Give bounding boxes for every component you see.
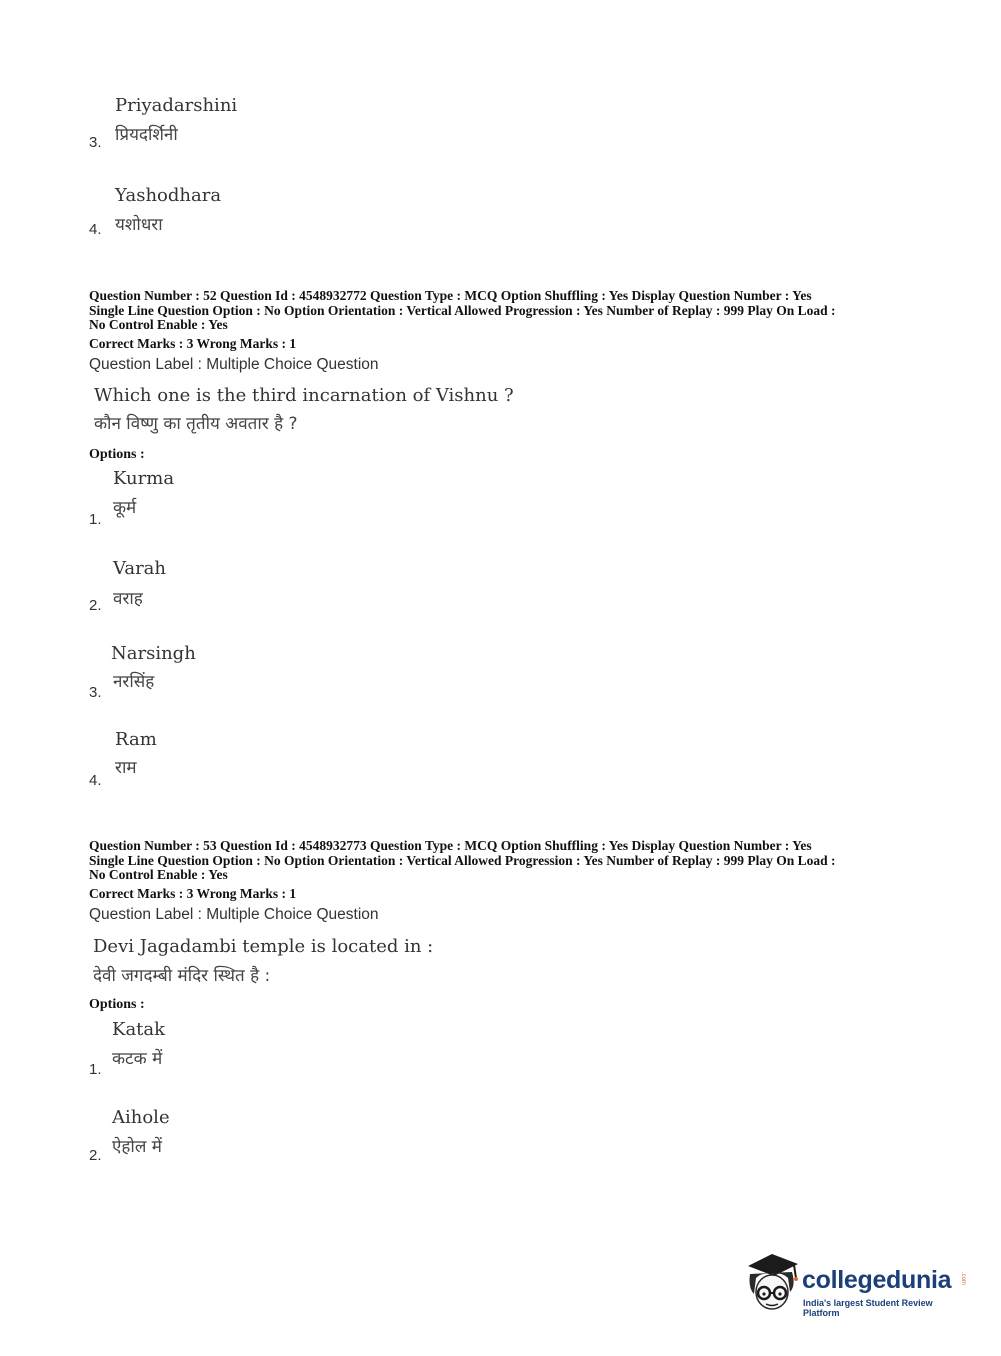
q52-meta <box>89 289 836 333</box>
mascot-icon <box>742 1248 802 1318</box>
q52-marks: Correct Marks : 3 Wrong Marks : 1 <box>89 336 297 351</box>
q53-question-text-english: Devi Jagadambi temple is located in : <box>93 936 434 957</box>
q52-meta-line-3: No Control Enable : Yes <box>89 317 228 332</box>
prev-option-3-hindi: प्रियदर्शिनी <box>115 125 178 145</box>
collegedunia-logo <box>742 1248 967 1318</box>
prev-option-4-hindi: यशोधरा <box>115 215 163 235</box>
q52-option-2-hindi: वराह <box>113 589 143 609</box>
q53-option-1-english: Katak <box>112 1019 166 1040</box>
logo-tagline: India's largest Student Review Platform <box>803 1298 933 1318</box>
q52-question-text-hindi: कौन विष्णु का तृतीय अवतार है ? <box>94 414 298 434</box>
q52-option-1-hindi: कूर्म <box>113 498 137 518</box>
q53-meta-line-1: Question Number : 53 Question Id : 4548932773 Question Type : MCQ Option Shuffling : Yes Display Question Number : Yes <box>89 838 812 853</box>
q53-question-text-hindi: देवी जगदम्बी मंदिर स्थित है : <box>93 966 271 986</box>
q52-options-label: Options : <box>89 447 145 462</box>
q52-question-text-english: Which one is the third incarnation of Vishnu ? <box>94 385 514 406</box>
q53-option-1-hindi: कटक में <box>112 1049 163 1069</box>
q52-option-1-english: Kurma <box>113 468 175 489</box>
prev-option-4-number: 4. <box>89 221 102 238</box>
q52-option-4-number: 4. <box>89 772 102 789</box>
q52-option-1-number: 1. <box>89 511 102 528</box>
q53-meta <box>89 839 836 883</box>
logo-dotcom: .com <box>960 1272 966 1286</box>
q53-meta-line-2: Single Line Question Option : No Option Orientation : Vertical Allowed Progression : Yes Number of Replay : 999 Play On Load : <box>89 852 836 868</box>
q52-option-2-english: Varah <box>113 558 167 579</box>
q52-option-2-number: 2. <box>89 597 102 614</box>
q52-option-3-hindi: नरसिंह <box>113 672 155 692</box>
prev-option-4-english: Yashodhara <box>115 185 222 206</box>
q52-option-4-hindi: राम <box>115 758 137 778</box>
q52-question-label: Question Label : Multiple Choice Question <box>89 356 379 373</box>
q53-marks: Correct Marks : 3 Wrong Marks : 1 <box>89 886 297 901</box>
prev-option-3-english: Priyadarshini <box>115 95 238 116</box>
q52-meta-line-2: Single Line Question Option : No Option Orientation : Vertical Allowed Progression : Yes Number of Replay : 999 Play On Load : <box>89 302 836 318</box>
q53-option-1-number: 1. <box>89 1061 102 1078</box>
logo-wordmark: collegedunia <box>802 1266 952 1294</box>
q53-option-2-number: 2. <box>89 1147 102 1164</box>
q53-option-2-english: Aihole <box>112 1107 170 1128</box>
q53-question-label: Question Label : Multiple Choice Question <box>89 906 379 923</box>
q52-option-4-english: Ram <box>115 729 157 750</box>
q53-options-label: Options : <box>89 997 145 1012</box>
q52-meta-line-1: Question Number : 52 Question Id : 4548932772 Question Type : MCQ Option Shuffling : Yes Display Question Number : Yes <box>89 288 812 303</box>
q52-option-3-english: Narsingh <box>111 643 196 664</box>
q52-option-3-number: 3. <box>89 684 102 701</box>
q53-meta-line-3: No Control Enable : Yes <box>89 867 228 882</box>
q53-option-2-hindi: ऐहोल में <box>112 1137 162 1157</box>
prev-option-3-number: 3. <box>89 134 102 151</box>
